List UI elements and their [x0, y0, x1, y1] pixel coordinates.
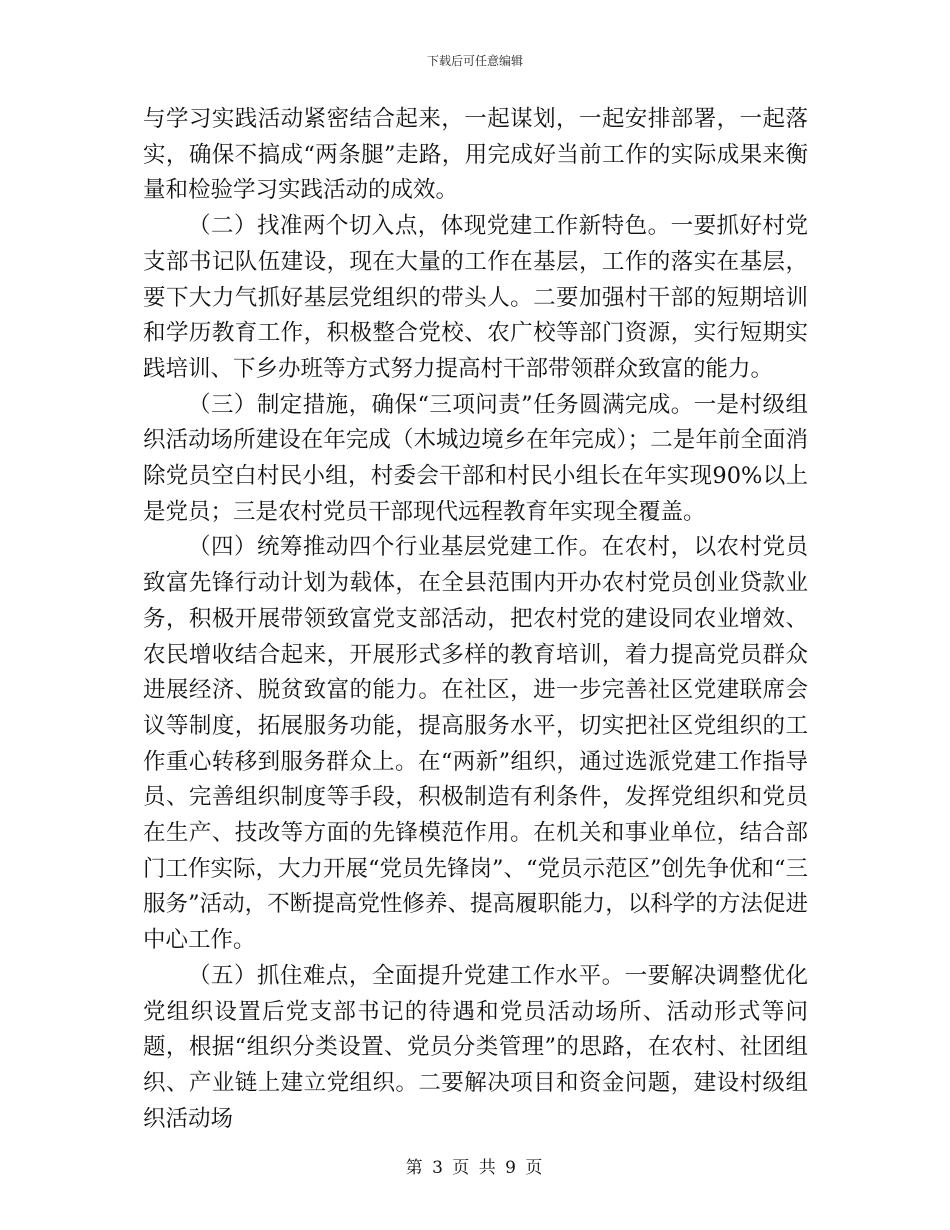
paragraph-5: （五）抓住难点，全面提升党建工作水平。一要解决调整优化党组织设置后党支部书记的待遇和党员活动场所、活动形式等问题，根据“组织分类设置、党员分类管理”的思路，在农村、社团组织、产业链上建立党组织。二要解决项目和资金问题，建设村级组织活动场 — [143, 962, 808, 1132]
paragraph-3: （三）制定措施，确保“三项问责”任务圆满完成。一是村级组织活动场所建设在年完成（木城边境乡在年完成）；二是年前全面消除党员空白村民小组，村委会干部和村民小组长在年实现90%以上是党员；三是农村党员干部现代远程教育年实现全覆盖。 — [143, 391, 808, 525]
paragraph-4: （四）统筹推动四个行业基层党建工作。在农村，以农村党员致富先锋行动计划为载体，在全县范围内开办农村党员创业贷款业务，积极开展带领致富党支部活动，把农村党的建设同农业增效、农民增收结合起来，开展形式多样的教育培训，着力提高党员群众进展经济、脱贫致富的能力。在社区，进一步完善社区党建联席会议等制度，拓展服务功能，提高服务水平，切实把社区党组织的工作重心转移到服务群众上。在“两新”组织，通过选派党建工作指导员、完善组织制度等手段，积极制造有利条件，发挥党组织和党员在生产、技改等方面的先锋模范作用。在机关和事业单位，结合部门工作实际，大力开展“党员先锋岗”、“党员示范区”创先争优和“三服务”活动，不断提高党性修养、提高履职能力，以科学的方法促进中心工作。 — [143, 534, 809, 954]
document-body — [143, 102, 808, 1137]
paragraph-2: （二）找准两个切入点，体现党建工作新特色。一要抓好村党支部书记队伍建设，现在大量的工作在基层，工作的落实在基层，要下大力气抓好基层党组织的带头人。二要加强村干部的短期培训和学历教育工作，积极整合党校、农广校等部门资源，实行短期实践培训、下乡办班等方式努力提高村干部带领群众致富的能力。 — [143, 213, 808, 382]
page-header-note: 下载后可任意编辑 — [426, 54, 523, 68]
paragraph-1: 与学习实践活动紧密结合起来，一起谋划，一起安排部署，一起落实，确保不搞成“两条腿”走路，用完成好当前工作的实际成果来衡量和检验学习实践活动的成效。 — [143, 106, 808, 204]
page-number: 第 3 页 共 9 页 — [405, 1158, 545, 1178]
